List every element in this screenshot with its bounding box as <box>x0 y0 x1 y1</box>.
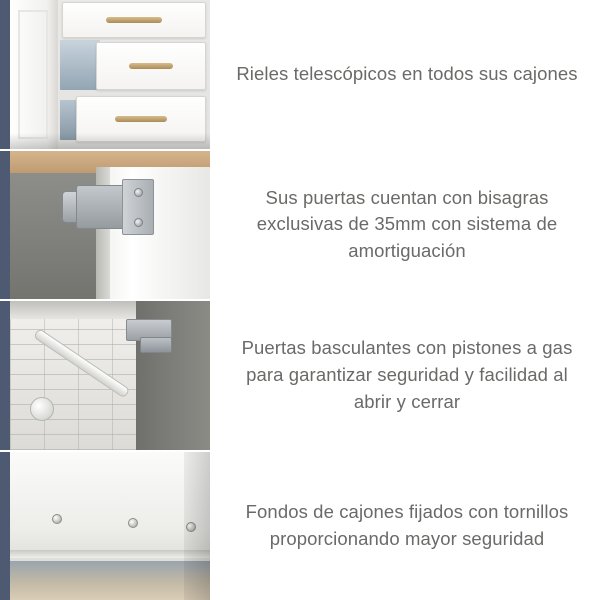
feature-row-gas-pistons <box>0 301 600 452</box>
drawer-bottom-edge <box>10 550 210 558</box>
row-accent-bar-2 <box>0 151 10 300</box>
image-shadow-1 <box>10 133 210 149</box>
cabinet-side-panel <box>10 0 58 149</box>
drawer-screw-1 <box>52 514 62 524</box>
feature-caption-2 <box>210 151 600 300</box>
drawer-front-top <box>62 2 206 38</box>
drawer-handle-top <box>106 17 163 23</box>
gas-piston-end-cap <box>30 397 54 421</box>
drawer-bottom-panel <box>10 452 210 562</box>
hinge-arm <box>76 185 128 229</box>
drawer-front-middle <box>96 42 206 90</box>
drawer-slide-upper <box>60 40 100 90</box>
feature-caption-3 <box>210 301 600 450</box>
feature-image-telescopic-rails <box>10 0 210 149</box>
feature-image-hinges <box>10 151 210 300</box>
drawer-screw-2 <box>128 518 138 528</box>
row-accent-bar-4 <box>0 452 10 600</box>
drawer-side-shadow <box>184 452 210 600</box>
feature-caption-1 <box>210 0 600 149</box>
feature-image-drawer-bottoms <box>10 452 210 600</box>
row-accent-bar-1 <box>0 0 10 149</box>
hinge-mounting-plate <box>122 179 154 235</box>
row-accent-bar-3 <box>0 301 10 450</box>
feature-caption-4 <box>210 452 600 600</box>
feature-row-drawer-bottoms <box>0 452 600 600</box>
drawer-handle-middle <box>129 63 172 69</box>
feature-row-telescopic-rails <box>0 0 600 151</box>
feature-text-telescopic-rails: Rieles telescópicos en todos sus cajones <box>236 62 578 84</box>
floor-surface <box>10 561 210 600</box>
hinge-screw-1 <box>134 188 143 197</box>
piston-bracket-lower <box>140 337 172 353</box>
feature-image-gas-pistons <box>10 301 210 450</box>
feature-text-drawer-bottoms: Fondos de cajones fijados con tornillos proporcionando mayor seguridad <box>245 500 569 549</box>
feature-text-hinges: Sus puertas cuentan con bisagras exclusivas de 35mm con sistema de amortiguación <box>256 186 558 262</box>
feature-text-gas-pistons: Puertas basculantes con pistones a gas para garantizar seguridad y facilidad al abrir y cerrar <box>241 337 573 412</box>
drawer-handle-bottom <box>115 116 166 122</box>
hinge-screw-2 <box>134 218 143 227</box>
feature-row-hinges <box>0 151 600 302</box>
